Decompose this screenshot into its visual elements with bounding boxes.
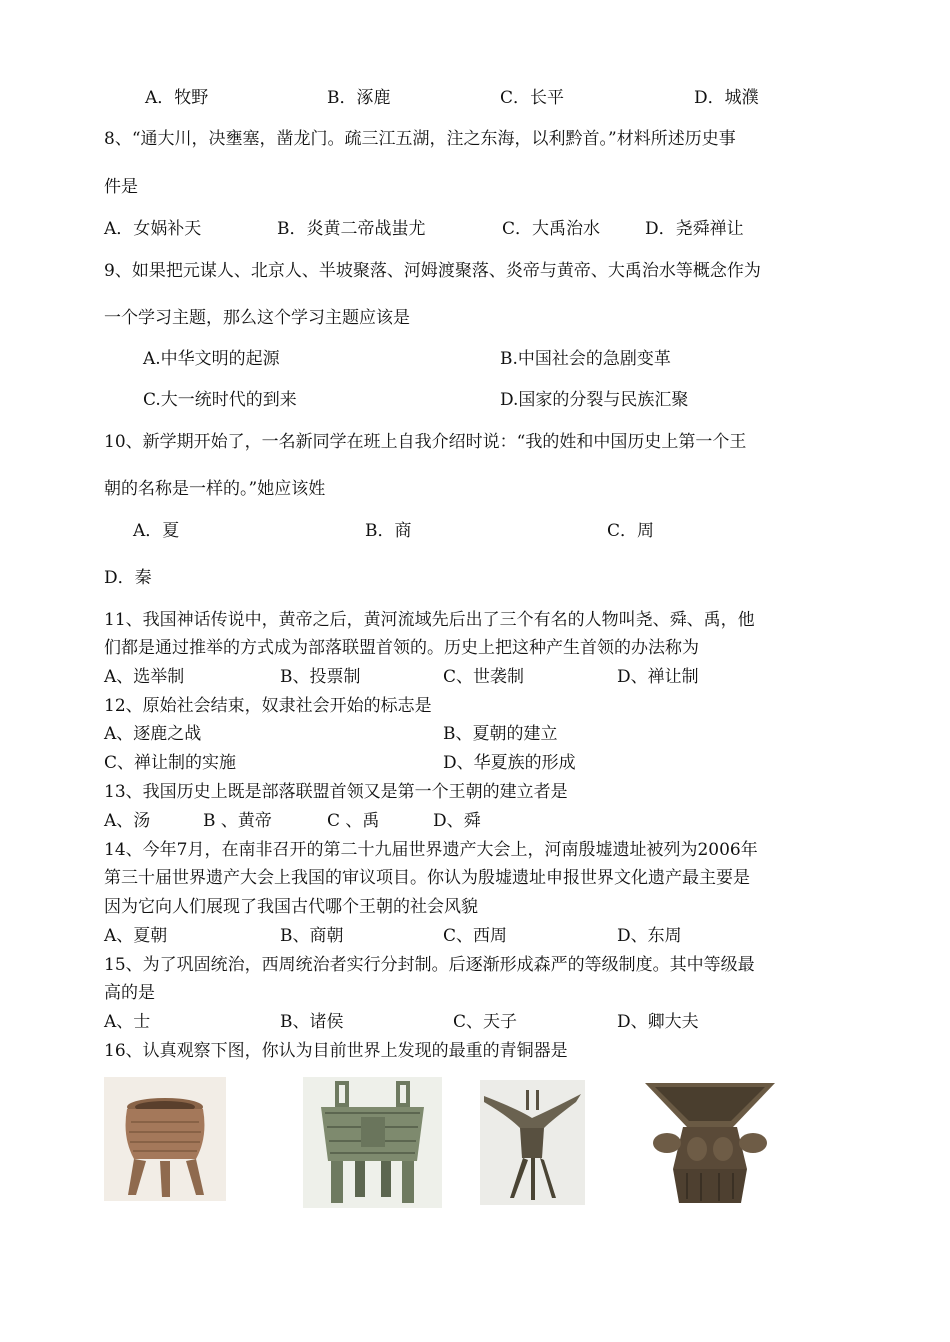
q11-option-d: D、禅让制 bbox=[617, 667, 699, 687]
q9-stem-line1: 9、如果把元谋人、北京人、半坡聚落、河姆渡聚落、炎帝与黄帝、大禹治水等概念作为 bbox=[104, 261, 761, 281]
q14-option-d: D、东周 bbox=[617, 926, 682, 946]
q12-option-c: C、禅让制的实施 bbox=[104, 753, 237, 773]
q14-option-b: B、商朝 bbox=[280, 926, 344, 946]
q9-option-b: B.中国社会的急剧变革 bbox=[500, 349, 671, 369]
q8-stem-line2: 件是 bbox=[104, 177, 138, 197]
q13-stem-line1: 13、我国历史上既是部落联盟首领又是第一个王朝的建立者是 bbox=[104, 782, 568, 802]
q14-option-a: A、夏朝 bbox=[104, 926, 168, 946]
q11-stem-line2: 们都是通过推举的方式成为部落联盟首领的。历史上把这种产生首领的办法称为 bbox=[104, 638, 699, 658]
q15-option-d: D、卿大夫 bbox=[617, 1012, 699, 1032]
bronze-jue-image bbox=[480, 1080, 585, 1205]
q15-option-a: A、士 bbox=[104, 1012, 151, 1032]
q10-option-d: D．秦 bbox=[104, 568, 152, 588]
q14-stem-line2: 第三十届世界遗产大会上我国的审议项目。你认为殷墟遗址申报世界文化遗产最主要是 bbox=[104, 868, 750, 888]
q14-stem-line3: 因为它向人们展现了我国古代哪个王朝的社会风貌 bbox=[104, 897, 478, 917]
q9-option-a: A.中华文明的起源 bbox=[143, 349, 280, 369]
q11-option-c: C、世袭制 bbox=[443, 667, 525, 687]
q9-stem-line2: 一个学习主题，那么这个学习主题应该是 bbox=[104, 308, 410, 328]
q15-option-c: C、天子 bbox=[453, 1012, 518, 1032]
q8-option-d: D．尧舜禅让 bbox=[645, 219, 744, 239]
q12-stem-line1: 12、原始社会结束，奴隶社会开始的标志是 bbox=[104, 696, 432, 716]
q15-option-b: B、诸侯 bbox=[280, 1012, 344, 1032]
q11-stem-line1: 11、我国神话传说中，黄帝之后，黄河流域先后出了三个有名的人物叫尧、舜、禹，他 bbox=[104, 610, 755, 630]
q8-stem-line1: 8、“通大川，决壅塞，凿龙门。疏三江五湖，注之东海，以利黔首。”材料所述历史事 bbox=[104, 129, 736, 149]
q14-option-c: C、西周 bbox=[443, 926, 508, 946]
q9-option-d: D.国家的分裂与民族汇聚 bbox=[500, 390, 689, 410]
q7-option-d: D．城濮 bbox=[694, 88, 759, 108]
q8-option-c: C．大禹治水 bbox=[502, 219, 601, 239]
q11-option-b: B、投票制 bbox=[280, 667, 361, 687]
q10-stem-line2: 朝的名称是一样的。”她应该姓 bbox=[104, 479, 326, 499]
q8-option-b: B．炎黄二帝战蚩尤 bbox=[277, 219, 426, 239]
q12-option-a: A、逐鹿之战 bbox=[104, 724, 202, 744]
q13-option-d: D、舜 bbox=[433, 811, 481, 831]
q10-option-a: A．夏 bbox=[133, 521, 180, 541]
q13-option-c: C 、禹 bbox=[327, 811, 380, 831]
q15-stem-line1: 15、为了巩固统治，西周统治者实行分封制。后逐渐形成森严的等级制度。其中等级最 bbox=[104, 955, 755, 975]
four-ram-zun-image bbox=[643, 1077, 777, 1208]
q11-option-a: A、选举制 bbox=[104, 667, 185, 687]
q9-option-c: C.大一统时代的到来 bbox=[143, 390, 297, 410]
q10-option-b: B．商 bbox=[365, 521, 412, 541]
q16-stem-line1: 16、认真观察下图，你认为目前世界上发现的最重的青铜器是 bbox=[104, 1041, 568, 1061]
square-bronze-ding-image bbox=[303, 1077, 442, 1208]
q10-option-c: C．周 bbox=[607, 521, 655, 541]
q13-option-b: B 、黄帝 bbox=[203, 811, 272, 831]
q7-option-b: B．涿鹿 bbox=[327, 88, 391, 108]
q12-option-d: D、华夏族的形成 bbox=[443, 753, 576, 773]
q15-stem-line2: 高的是 bbox=[104, 983, 155, 1003]
q10-stem-line1: 10、新学期开始了，一名新同学在班上自我介绍时说：“我的姓和中国历史上第一个王 bbox=[104, 432, 747, 452]
q12-option-b: B、夏朝的建立 bbox=[443, 724, 558, 744]
pottery-tripod-image bbox=[104, 1077, 226, 1201]
q7-option-c: C．长平 bbox=[500, 88, 565, 108]
q14-stem-line1: 14、今年7月，在南非召开的第二十九届世界遗产大会上，河南殷墟遗址被列为2006年 bbox=[104, 840, 758, 860]
q13-option-a: A、汤 bbox=[104, 811, 151, 831]
q7-option-a: A．牧野 bbox=[145, 88, 209, 108]
q8-option-a: A．女娲补天 bbox=[104, 219, 202, 239]
